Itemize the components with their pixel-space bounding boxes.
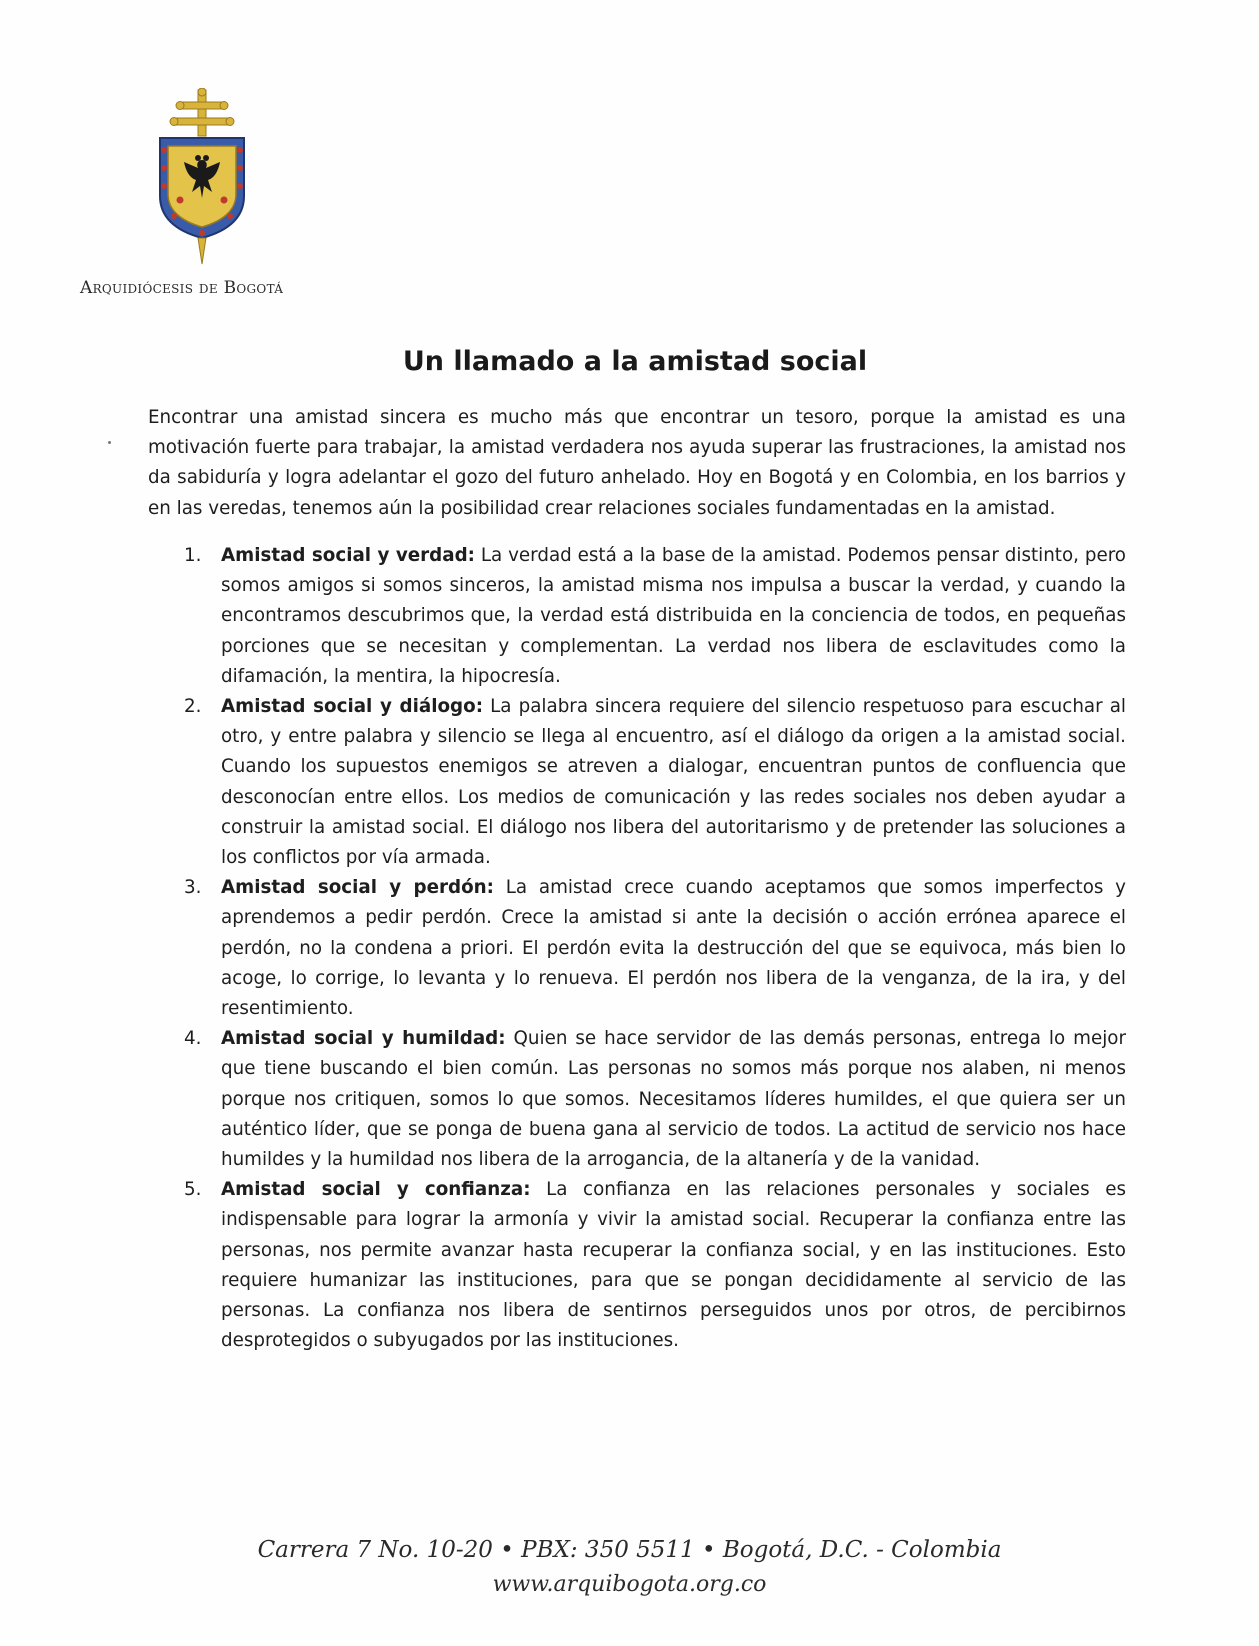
- list-item-number: 5.: [184, 1179, 202, 1201]
- intro-paragraph: Encontrar una amistad sincera es mucho más que encontrar un tesoro, porque la amistad es una motivación fuerte para trabajar, la amistad verdadera nos ayuda superar las frustraciones, la amistad nos da sabiduría y logra adelantar el gozo del futuro anhelado. Hoy en Bogotá y en Colombia, en los barrios y en las veredas, tenemos aún la posibilidad crear relaciones sociales fundamentadas en la amistad.: [148, 407, 1126, 519]
- archdiocese-coat-of-arms-icon: [154, 88, 250, 274]
- list-item-text: La confianza en las relaciones personales y sociales es indispensable para lograr la armonía y vivir la amistad social. Recuperar la confianza entre las personas, nos permite avanzar hasta recuperar la confianza social, y en las instituciones. Esto requiere humanizar las instituciones, para que se pongan decididamente al servicio de las personas. La confianza nos libera de sentirnos perseguidos unos por otros, de percibirnos desprotegidos o subyugados por las instituciones.: [221, 1179, 1126, 1352]
- page-title: Un llamado a la amistad social: [402, 346, 868, 377]
- list-item-text: Quien se hace servidor de las demás personas, entrega lo mejor que tiene buscando el bien común. Las personas no somos más porque nos alaben, ni menos porque nos critiquen, somos lo que somos. Necesitamos líderes humildes, el que quiera ser un auténtico líder, que se ponga de buena gana al servicio de todos. La actitud de servicio nos hace humildes y la humildad nos libera de la arrogancia, de la altanería y de la vanidad.: [221, 1028, 1126, 1171]
- list-item: [148, 541, 1126, 692]
- list-item: [148, 873, 1126, 1024]
- list-item: [148, 1024, 1126, 1175]
- list-item: [148, 1175, 1126, 1356]
- list-item: [148, 692, 1126, 873]
- list-item-number: 1.: [184, 545, 202, 566]
- numbered-list: [148, 541, 1126, 1356]
- footer-website: www.arquibogota.org.co: [492, 1572, 767, 1597]
- list-item-number: 2.: [184, 696, 202, 718]
- list-item-number: 3.: [184, 877, 202, 899]
- list-item-heading: Amistad social y diálogo:: [221, 696, 484, 718]
- list-item-number: 4.: [184, 1028, 202, 1050]
- scan-speck: [108, 441, 111, 444]
- list-item-heading: Amistad social y verdad:: [221, 545, 475, 566]
- list-item-heading: Amistad social y confianza:: [221, 1179, 531, 1201]
- list-item-text: La amistad crece cuando aceptamos que somos imperfectos y aprendemos a pedir perdón. Crece la amistad si ante la decisión o acción errónea aparece el perdón, no la condena a priori. El perdón evita la destrucción del que se equivoca, más bien lo acoge, lo corrige, lo levanta y lo renueva. El perdón nos libera de la venganza, de la ira, y del resentimiento.: [221, 877, 1126, 1020]
- list-item-heading: Amistad social y humildad:: [221, 1028, 506, 1050]
- footer-address: Carrera 7 No. 10-20 • PBX: 350 5511 • Bogotá, D.C. - Colombia: [257, 1537, 1002, 1563]
- list-item-text: La verdad está a la base de la amistad. Podemos pensar distinto, pero somos amigos si somos sinceros, la amistad misma nos impulsa a buscar la verdad, y cuando la encontramos descubrimos que, la verdad está distribuida en la conciencia de todos, en pequeñas porciones que se necesitan y complementan. La verdad nos libera de esclavitudes como la difamación, la mentira, la hipocresía.: [221, 545, 1126, 687]
- org-name: Arquidiócesis de Bogotá: [80, 278, 284, 298]
- list-item-heading: Amistad social y perdón:: [221, 877, 494, 899]
- list-item-text: La palabra sincera requiere del silencio respetuoso para escuchar al otro, y entre palabra y silencio se llega al encuentro, así el diálogo da origen a la amistad social. Cuando los supuestos enemigos se atreven a dialogar, encuentran puntos de confluencia que desconocían entre ellos. Los medios de comunicación y las redes sociales nos deben ayudar a construir la amistad social. El diálogo nos libera del autoritarismo y de pretender las soluciones a los conflictos por vía armada.: [221, 696, 1127, 869]
